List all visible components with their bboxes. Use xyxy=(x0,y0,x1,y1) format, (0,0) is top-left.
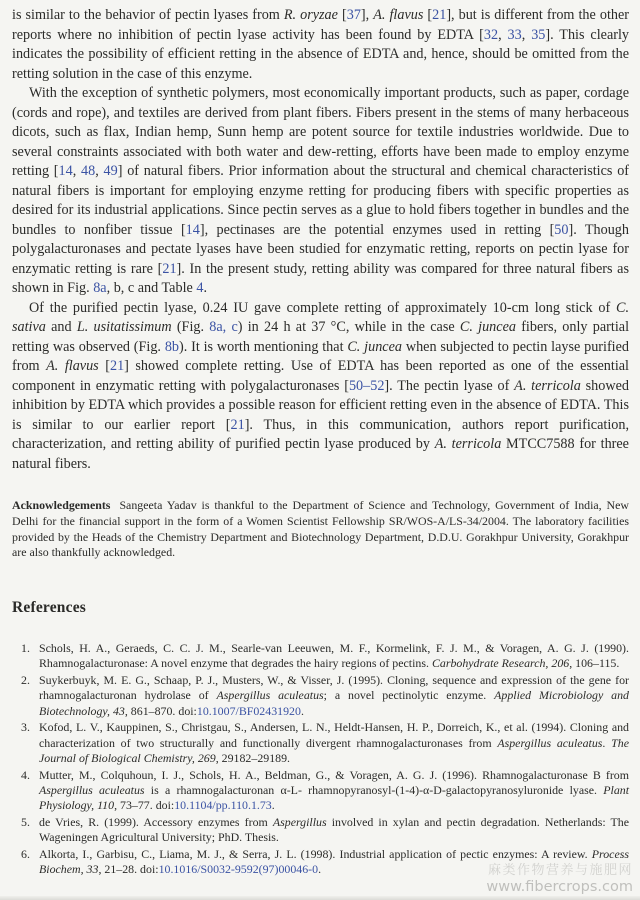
italic-text: A. flavus xyxy=(373,7,424,23)
paragraph: Of the purified pectin lyase, 0.24 IU gave complete retting of approximately 10-cm long stick of C. sativa and L. usitatissimum (Fig. 8a, c) in 24 h at 37 °C, while in the case C. juncea fibers, only partial retting was observed (Fig. 8b). It is worth mentioning that C. juncea when subjected to pectin layse purified from A. flavus [21] showed complete retting. Use of EDTA has been reported as one of the essential component in enzymatic retting with polygalacturonases [50–52]. The pectin lyase of A. terricola showed inhibition by EDTA which provides a possible reason for efficient retting even in the absence of EDTA. This is similar to our earlier report [21]. Thus, in this communication, authors report purification, characterization, and retting ability of purified pectin lyase produced by A. terricola MTCC7588 for three natural fibers. xyxy=(12,299,630,472)
italic-text: Aspergillus aculeatus xyxy=(39,782,145,797)
watermark-url: www.fibercrops.com xyxy=(486,879,633,896)
reference-text: Schols, H. A., Geraeds, C. C. J. M., Searle-van Leeuwen, M. F., Kormelink, F. J. M., & Voragen, A. G. J. (1990). Rhamnogalacturonase: A novel enzyme that degrades the hairy regions of pectins. Carbohydrate Research, 206, 106–115. xyxy=(39,640,629,671)
italic-text: Applied Microbiology and Biotechnology, 43 xyxy=(39,688,629,718)
reference-text: Mutter, M., Colquhoun, I. J., Schols, H. A., Beldman, G., & Voragen, A. G. J. (1996). Rhamnogalacturonase B from Aspergillus aculeatus is a rhamnogalacturonan α-L- rhamnopyranosyl-(1-4)-α-D-galactopyranosyluronide lyase. Plant Physiology, 110, 73–77. doi:10.1104/pp.110.1.73. xyxy=(39,767,630,813)
citation-link[interactable]: 10.1007/BF02431920 xyxy=(196,703,301,718)
italic-text: The Journal of Biological Chemistry, 269 xyxy=(39,735,629,766)
italic-text: Process Biochem, 33 xyxy=(39,846,629,877)
reference-item xyxy=(12,673,629,719)
citation-link[interactable]: 10.1104/pp.110.1.73 xyxy=(174,798,272,813)
citation-link[interactable]: 21 xyxy=(432,7,447,23)
italic-text: Aspergillus aculeatus xyxy=(497,735,603,750)
citation-link[interactable]: 50 xyxy=(554,221,569,238)
watermark xyxy=(486,864,633,896)
citation-link[interactable]: 10.1016/S0032-9592(97)00046-0 xyxy=(158,862,319,877)
italic-text: Aspergillus xyxy=(272,814,327,829)
reference-text: Kofod, L. V., Kauppinen, S., Christgau, S., Andersen, L. N., Heldt-Hansen, H. P., Dorreich, K., et al. (1994). Cloning and characterization of two structurally and functionally divergent rhamnogalacturonases from Aspergillus aculeatus. The Journal of Biological Chemistry, 269, 29182–29189. xyxy=(39,720,629,766)
italic-text: Plant Physiology, 110 xyxy=(39,782,630,813)
italic-text: A. flavus xyxy=(46,358,99,375)
scan-edge xyxy=(0,896,640,900)
citation-link[interactable]: 50–52 xyxy=(348,377,385,394)
italic-text: A. terricola xyxy=(434,436,502,453)
italic-text: C. juncea xyxy=(347,338,402,355)
article-body xyxy=(12,6,629,474)
italic-text: Aspergillus aculeatus xyxy=(216,688,324,703)
reference-item xyxy=(12,768,629,814)
italic-text: R. oryzae xyxy=(283,7,338,23)
italic-text: L. usitatissimum xyxy=(76,319,172,336)
acknowledgements xyxy=(12,498,629,560)
citation-link[interactable]: 21 xyxy=(162,260,177,277)
reference-text: de Vries, R. (1999). Accessory enzymes from Aspergillus involved in xylan and pectin degradation. Netherlands: The Wageningen Agricultural University; PhD. Thesis. xyxy=(39,814,629,845)
reference-text: Suykerbuyk, M. E. G., Schaap, P. J., Musters, W., & Visser, J. (1995). Cloning, sequence and expression of the gene for rhamnogalacturonan hydrolase of Aspergillus aculeatus; a novel pectinolytic enzyme. Applied Microbiology and Biotechnology, 43, 861–870. doi:10.1007/BF02431920. xyxy=(39,672,629,718)
citation-link[interactable]: 33 xyxy=(507,26,522,43)
citation-link[interactable]: 37 xyxy=(346,7,361,23)
reference-item xyxy=(12,720,629,766)
citation-link[interactable]: 8a xyxy=(93,280,107,297)
watermark-chinese-text: 麻类作物营养与施肥网 xyxy=(487,863,633,879)
italic-text: Carbohydrate Research, 206 xyxy=(431,656,570,671)
references-heading: References xyxy=(12,598,87,616)
italic-text: A. terricola xyxy=(514,377,581,394)
acknowledgements-label: Acknowledgements xyxy=(12,498,111,513)
citation-link[interactable]: 14 xyxy=(185,221,200,238)
citation-link[interactable]: 14 xyxy=(58,163,73,180)
reference-list xyxy=(12,641,629,878)
paragraph: With the exception of synthetic polymers, most economically important products, such as paper, cordage (cords and rope), and textiles are derived from plant fibers. Fibers present in the stems of many herbaceous dicots, such as flax, Indian hemp, Sunn hemp are potent source for textile industries worldwide. Due to several constraints associated with both water and dew-retting, efforts have been made to employ enzyme retting [14, 48, 49] of natural fibers. Prior information about the structural and chemical characteristics of natural fibers is important for employing enzyme retting for producing fibers with specific properties as desired for its industrial applications. Since pectin serves as a glue to hold fibers together in bundles and the bundles to nonfiber tissue [14], pectinases are the potential enzymes used in retting [50]. Though polygalacturonases and pectate lyases have been studied for enzymatic retting, reports on pectin lyase for enzymatic retting is rare [21]. In the present study, retting ability was compared for three natural fibers as shown in Fig. 8a, b, c and Table 4. xyxy=(12,85,630,297)
citation-link[interactable]: 8a, c xyxy=(209,319,238,336)
citation-link[interactable]: 21 xyxy=(230,416,245,433)
reference-number: 5. xyxy=(21,814,30,829)
citation-link[interactable]: 21 xyxy=(109,358,125,375)
reference-item xyxy=(12,815,629,846)
citation-link[interactable]: 4 xyxy=(196,280,204,297)
acknowledgements-text: Sangeeta Yadav is thankful to the Department of Science and Technology, Government of India, New Delhi for the financial support in the form of a Women Scientist Fellowship SR/WOS-A/LS-34/2004. The laboratory facilities provided by the Heads of the Chemistry Department and Biotechnology Department, D.D.U. Gorakhpur University, Gorakhpur are also thankfully acknowledged. xyxy=(12,498,629,560)
reference-number: 6. xyxy=(21,846,30,861)
reference-item xyxy=(12,641,629,672)
italic-text: C. juncea xyxy=(459,319,516,336)
citation-link[interactable]: 32 xyxy=(483,26,499,43)
reference-number: 1. xyxy=(21,640,30,655)
reference-number: 3. xyxy=(21,720,30,735)
reference-number: 4. xyxy=(21,767,30,782)
italic-text: C. sativa xyxy=(12,299,629,336)
reference-number: 2. xyxy=(21,672,30,687)
paragraph: is similar to the behavior of pectin lyases from R. oryzae [37], A. flavus [21], but is different from the other reports where no inhibition of pectin lyase activity has been found by EDTA [32, 33, 35]. This clearly indicates the possibility of efficient retting in the absence of EDTA and, hence, should be omitted from the retting solution in the case of this enzyme. xyxy=(12,7,630,82)
reference-text: Alkorta, I., Garbisu, C., Liama, M. J., & Serra, J. L. (1998). Industrial application of pectic enzymes: A review. Process Biochem, 33, 21–28. doi:10.1016/S0032-9592(97)00046-0. xyxy=(39,846,629,877)
citation-link[interactable]: 49 xyxy=(103,163,118,180)
citation-link[interactable]: 8b xyxy=(164,338,179,355)
citation-link[interactable]: 35 xyxy=(531,26,546,43)
citation-link[interactable]: 48 xyxy=(81,163,96,180)
